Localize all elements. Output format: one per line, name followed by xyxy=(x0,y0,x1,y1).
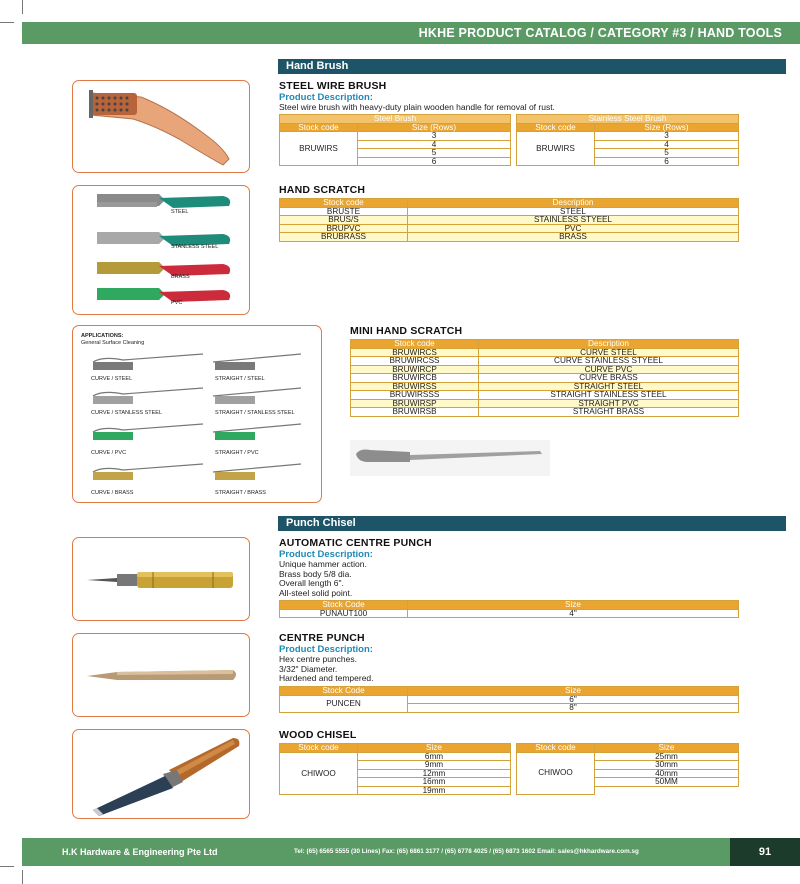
hand-scratch-image xyxy=(72,185,250,315)
image-label: STRAIGHT / BRASS xyxy=(215,490,266,496)
auto-centre-punch-table xyxy=(279,600,739,618)
stock-code: BRUSTE xyxy=(280,207,408,216)
desc-line: 3/32" Diameter. xyxy=(279,663,338,674)
centre-punch-title: CENTRE PUNCH xyxy=(279,632,365,644)
size-cell: 30mm xyxy=(595,761,739,770)
col-size: Size (Rows) xyxy=(358,123,511,132)
steel-wire-brush-pd-label: Product Description: xyxy=(279,92,373,103)
page-number: 91 xyxy=(730,838,800,866)
table-group-header: Steel Brush xyxy=(280,115,511,124)
table-row xyxy=(280,609,739,618)
table-row xyxy=(280,752,511,761)
col-stock: Stock code xyxy=(517,744,595,753)
col-stock: Stock code xyxy=(351,340,479,349)
centre-punch-image xyxy=(72,633,250,717)
size-cell: 3 xyxy=(595,132,739,141)
desc-line: Hardened and tempered. xyxy=(279,673,374,684)
stock-code: BRUPVC xyxy=(280,224,408,233)
size-cell: 3 xyxy=(358,132,511,141)
stock-code: BRUWIRCB xyxy=(351,374,479,383)
description: CURVE BRASS xyxy=(479,374,739,383)
centre-punch-description xyxy=(279,655,374,684)
size-cell: 25mm xyxy=(595,752,739,761)
image-label: STRAIGHT / STANLESS STEEL xyxy=(215,410,295,416)
table-row xyxy=(351,374,739,383)
image-label: CURVE / PVC xyxy=(91,450,127,456)
section-punch-chisel: Punch Chisel xyxy=(278,516,786,531)
table-row xyxy=(280,695,739,704)
size-cell: 12mm xyxy=(358,769,511,778)
col-size: Size xyxy=(595,744,739,753)
mini-scratch-photo xyxy=(350,440,550,476)
description: STRAIGHT BRASS xyxy=(479,408,739,417)
auto-centre-punch-image xyxy=(72,537,250,621)
centre-punch-table xyxy=(279,686,739,713)
size-cell: 4 xyxy=(595,140,739,149)
size-cell: 8" xyxy=(408,704,739,713)
col-size: Size xyxy=(408,687,739,696)
desc-line: Brass body 5/8 dia. xyxy=(279,568,352,579)
auto-centre-punch-description xyxy=(279,560,367,598)
col-stock: Stock code xyxy=(280,199,408,208)
size-cell: 5 xyxy=(358,149,511,158)
wood-chisel-table-left xyxy=(279,743,511,795)
applications-title: APPLICATIONS: xyxy=(81,333,124,339)
description: STRAIGHT PVC xyxy=(479,399,739,408)
table-group-header: Stainless Steel Brush xyxy=(517,115,739,124)
size-cell: 6 xyxy=(595,157,739,166)
image-label: BRASS xyxy=(171,274,190,280)
col-size: Size (Rows) xyxy=(595,123,739,132)
size-cell: 4" xyxy=(408,609,739,618)
size-cell: 4 xyxy=(358,140,511,149)
footer-company: H.K Hardware & Engineering Pte Ltd xyxy=(62,847,218,857)
steel-wire-brush-title: STEEL WIRE BRUSH xyxy=(279,80,387,92)
size-cell xyxy=(595,786,739,794)
description: CURVE STEEL xyxy=(479,348,739,357)
description: PVC xyxy=(408,224,739,233)
table-row xyxy=(517,752,739,761)
image-label: CURVE / BRASS xyxy=(91,490,134,496)
stock-code: BRUWIRSSS xyxy=(351,391,479,400)
page-header: HKHE PRODUCT CATALOG / CATEGORY #3 / HAND TOOLS xyxy=(22,22,800,44)
stock-code: BRUWIRSS xyxy=(351,382,479,391)
col-size: Size xyxy=(408,601,739,610)
description: CURVE PVC xyxy=(479,365,739,374)
size-cell: 5 xyxy=(595,149,739,158)
stock-code: BRUBRASS xyxy=(280,233,408,242)
table-row xyxy=(351,408,739,417)
size-cell: 6 xyxy=(358,157,511,166)
auto-centre-punch-title: AUTOMATIC CENTRE PUNCH xyxy=(279,537,432,549)
steel-brush-table xyxy=(279,114,511,166)
stock-code: BRUWIRCS xyxy=(351,348,479,357)
image-label: STEEL xyxy=(171,209,189,215)
col-stock: Stock code xyxy=(280,744,358,753)
col-stock: Stock Code xyxy=(280,601,408,610)
hand-scratch-table xyxy=(279,198,739,242)
col-desc: Description xyxy=(408,199,739,208)
size-cell: 50MM xyxy=(595,778,739,787)
size-cell: 16mm xyxy=(358,778,511,787)
wood-chisel-image xyxy=(72,729,250,819)
image-label: STRAIGHT / STEEL xyxy=(215,376,265,382)
hand-scratch-title: HAND SCRATCH xyxy=(279,184,366,196)
stainless-brush-table xyxy=(516,114,739,166)
size-cell: 40mm xyxy=(595,769,739,778)
wood-chisel-title: WOOD CHISEL xyxy=(279,729,357,741)
description: STRAIGHT STAINLESS STEEL xyxy=(479,391,739,400)
desc-line: Hex centre punches. xyxy=(279,654,357,664)
description: STRAIGHT STEEL xyxy=(479,382,739,391)
wood-chisel-table-right xyxy=(516,743,739,795)
description: STAINLESS STYEEL xyxy=(408,216,739,225)
table-row xyxy=(280,216,739,225)
description: STEEL xyxy=(408,207,739,216)
col-size: Size xyxy=(358,744,511,753)
centre-punch-pd-label: Product Description: xyxy=(279,644,373,655)
col-stock: Stock code xyxy=(517,123,595,132)
section-hand-brush: Hand Brush xyxy=(278,59,786,74)
stock-code: BRUWIRS xyxy=(280,132,358,166)
stock-code: BRUWIRCP xyxy=(351,365,479,374)
size-cell: 6mm xyxy=(358,752,511,761)
col-desc: Description xyxy=(479,340,739,349)
image-label: STANLESS STEEL xyxy=(171,244,219,250)
stock-code: BRUS/S xyxy=(280,216,408,225)
stock-code: BRUWIRCSS xyxy=(351,357,479,366)
stock-code: PUNAUT100 xyxy=(280,609,408,618)
stock-code: CHIWOO xyxy=(280,752,358,795)
description: BRASS xyxy=(408,233,739,242)
stock-code: BRUWIRSP xyxy=(351,399,479,408)
table-row xyxy=(351,391,739,400)
image-label: CURVE / STEEL xyxy=(91,376,133,382)
steel-wire-brush-description: Steel wire brush with heavy-duty plain wooden handle for removal of rust. xyxy=(279,102,555,112)
page-footer xyxy=(22,838,800,866)
auto-centre-punch-pd-label: Product Description: xyxy=(279,549,373,560)
mini-hand-scratch-table xyxy=(350,339,739,417)
mini-hand-scratch-title: MINI HAND SCRATCH xyxy=(350,325,463,337)
image-label: STRAIGHT / PVC xyxy=(215,450,259,456)
col-stock: Stock Code xyxy=(280,687,408,696)
stock-code: BRUWIRS xyxy=(517,132,595,166)
footer-contact: Tel: (65) 6565 5555 (30 Lines) Fax: (65) 6861 3177 / (65) 6778 4025 / (65) 6873 1602 Email: sales@hkhardware.com.sg xyxy=(294,848,639,855)
wire-brush-image xyxy=(72,80,250,173)
stock-code: PUNCEN xyxy=(280,695,408,712)
desc-line: All-steel solid point. xyxy=(279,587,353,598)
size-cell: 9mm xyxy=(358,761,511,770)
table-row xyxy=(351,357,739,366)
image-label: CURVE / STANLESS STEEL xyxy=(91,410,163,416)
col-stock: Stock code xyxy=(280,123,358,132)
size-cell: 6" xyxy=(408,695,739,704)
size-cell: 19mm xyxy=(358,786,511,795)
table-row xyxy=(280,233,739,242)
image-label: PVC xyxy=(171,300,183,306)
applications-text: General Surface Cleaning xyxy=(81,340,145,346)
mini-hand-scratch-image xyxy=(72,325,322,503)
description: CURVE STAINLESS STYEEL xyxy=(479,357,739,366)
stock-code: CHIWOO xyxy=(517,752,595,794)
desc-line: Unique hammer action. xyxy=(279,559,367,569)
desc-line: Overall length 6". xyxy=(279,578,344,589)
stock-code: BRUWIRSB xyxy=(351,408,479,417)
